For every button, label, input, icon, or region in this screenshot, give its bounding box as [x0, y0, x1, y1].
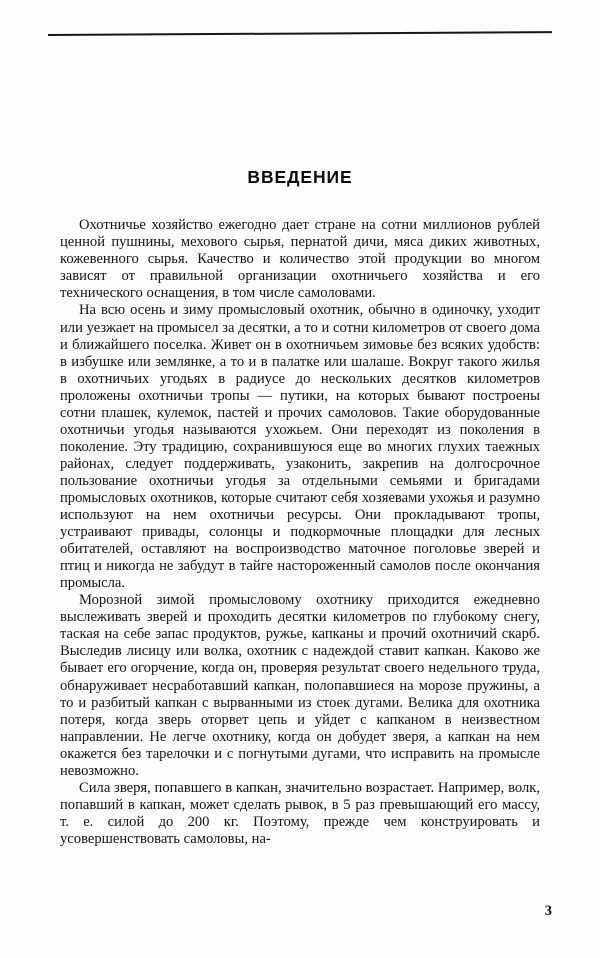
page-title: ВВЕДЕНИЕ: [247, 167, 353, 187]
horizontal-rule-line: [48, 31, 552, 36]
header-rule: [48, 30, 552, 40]
page-number: 3: [544, 903, 552, 919]
paragraph: На всю осень и зиму промысловый охотник, обычно в одиночку, уходит или уезжает на промысел за десятки, а то и сотни километров от своего дома и ближайшего поселка. Живет он в охотничьем зимовье без всяких удобств: в избушке или землянке, а то и в палатке или шалаше. Вокруг такого жилья в охотничьих угодьях в радиусе до нескольких десятков километров проложены охотничьи тропы — путики, на которых бывают построены сотни плашек, кулемок, пастей и прочих самоловов. Такие оборудованные охотничьи угодья называются ухожьем. Они переходят из поколения в поколение. Эту традицию, сохранившуюся еще во многих глухих таежных районах, следует поддерживать, узаконить, закрепив на долгосрочное пользование охотничьи угодья за отдельными семьями и бригадами промысловых охотников, которые считают себя хозяевами ухожья и разумно используют на нем охотничьи ресурсы. Они прокладывают тропы, устраивают привады, солонцы и подкормочные площадки для лесных обитателей, оставляют на воспроизводство маточное поголовье зверей и птиц и никогда не забудут в тайге настороженный самолов после окончания промысла.: [60, 302, 540, 592]
page-content: [60, 168, 540, 848]
paragraph: Сила зверя, попавшего в капкан, значительно возрастает. Например, волк, попавший в капкан, может сделать рывок, в 5 раз превышающий его массу, т. е. силой до 200 кг. Поэтому, прежде чем конструировать и усовершенствовать самоловы, на-: [60, 779, 540, 847]
body-text-block: [60, 217, 540, 848]
paragraph: Морозной зимой промысловому охотнику приходится ежедневно выслеживать зверей и проходить десятки километров по глубокому снегу, таская на себе запас продуктов, ружье, капканы и прочий охотничий скарб. Выследив лисицу или волка, охотник с надеждой ставит капкан. Каково же бывает его огорчение, когда он, проверяя результат своего недельного труда, обнаруживает несработавший капкан, полопавшиеся на морозе пружины, а то и разбитый капкан с вырванными из стоек дугами. Велика для охотника потеря, когда зверь оторвет цепь и уйдет с капканом в неизвестном направлении. Не легче охотнику, когда он добудет зверя, а капкан на нем окажется без тарелочки и с погнутыми дугами, что исправить на промысле невозможно.: [60, 592, 540, 779]
paragraph: Охотничье хозяйство ежегодно дает стране на сотни миллионов рублей ценной пушнины, мехового сырья, пернатой дичи, мяса диких животных, кожевенного сырья. Качество и количество этой продукции во многом зависят от правильной организации охотничьего хозяйства и его технического оснащения, в том числе самоловами.: [60, 217, 540, 302]
